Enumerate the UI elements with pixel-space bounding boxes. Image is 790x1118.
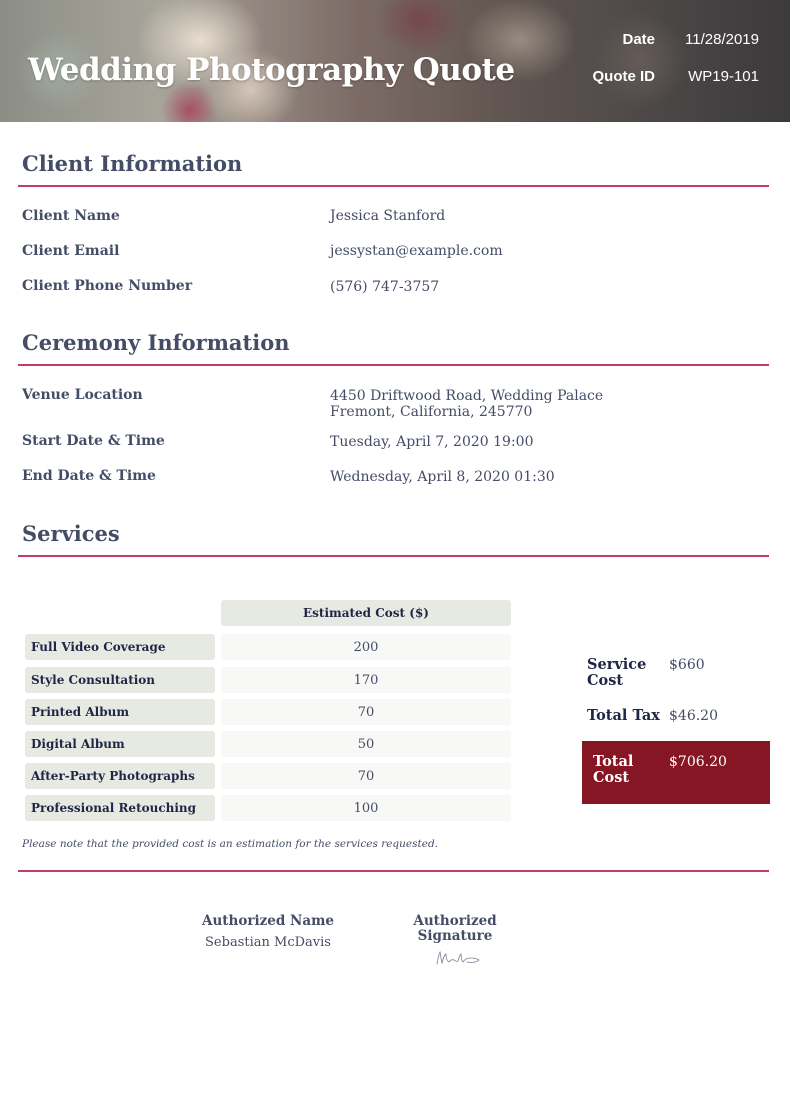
service-row bbox=[25, 634, 511, 660]
client-section-title: Client Information bbox=[22, 151, 243, 176]
total-tax-value: $46.20 bbox=[669, 708, 718, 724]
client-email-value: jessystan@example.com bbox=[330, 243, 503, 259]
service-row bbox=[25, 763, 511, 789]
service-name: Professional Retouching bbox=[25, 795, 215, 821]
total-cost-label bbox=[593, 754, 633, 786]
service-cost: 200 bbox=[221, 634, 511, 660]
venue-line-2: Fremont, California, 245770 bbox=[330, 404, 533, 420]
service-name: Digital Album bbox=[25, 731, 215, 757]
client-phone-value: (576) 747-3757 bbox=[330, 279, 440, 295]
date-value: 11/28/2019 bbox=[685, 31, 759, 48]
total-cost-box bbox=[582, 741, 770, 804]
venue-line-1: 4450 Driftwood Road, Wedding Palace bbox=[330, 388, 604, 404]
service-cost-label-line-2: Cost bbox=[587, 672, 624, 689]
service-row bbox=[25, 699, 511, 725]
client-phone-label: Client Phone Number bbox=[22, 278, 193, 294]
service-row bbox=[25, 795, 511, 821]
authorized-name-label: Authorized Name bbox=[202, 913, 334, 929]
service-cost-label-line-1: Service bbox=[587, 656, 647, 673]
header-banner bbox=[0, 0, 790, 122]
service-row bbox=[25, 667, 511, 693]
service-name: Full Video Coverage bbox=[25, 634, 215, 660]
authorized-signature-label bbox=[400, 914, 510, 944]
end-datetime-label: End Date & Time bbox=[22, 468, 156, 484]
section-divider bbox=[18, 555, 769, 557]
total-cost-value: $706.20 bbox=[669, 754, 727, 770]
venue-value bbox=[330, 388, 603, 420]
footer-divider bbox=[18, 870, 769, 872]
service-cost: 70 bbox=[221, 763, 511, 789]
service-name: Printed Album bbox=[25, 699, 215, 725]
cost-column-header: Estimated Cost ($) bbox=[221, 600, 511, 626]
client-email-label: Client Email bbox=[22, 243, 120, 259]
quote-id-label: Quote ID bbox=[592, 68, 655, 85]
quote-id-row bbox=[530, 68, 790, 90]
section-divider bbox=[18, 185, 769, 187]
date-row bbox=[530, 31, 790, 53]
service-name: After-Party Photographs bbox=[25, 763, 215, 789]
estimate-note: Please note that the provided cost is an estimation for the services requested. bbox=[22, 838, 439, 850]
service-name: Style Consultation bbox=[25, 667, 215, 693]
end-datetime-value: Wednesday, April 8, 2020 01:30 bbox=[330, 469, 555, 485]
service-cost-label bbox=[587, 657, 646, 689]
venue-label: Venue Location bbox=[22, 387, 143, 403]
service-row bbox=[25, 731, 511, 757]
date-label: Date bbox=[622, 31, 655, 48]
signature-image bbox=[434, 948, 482, 968]
signature-label-line-2: Signature bbox=[417, 928, 493, 944]
document-title: Wedding Photography Quote bbox=[28, 52, 515, 88]
service-cost-value: $660 bbox=[669, 657, 705, 673]
signature-label-line-1: Authorized bbox=[413, 913, 497, 929]
client-name-label: Client Name bbox=[22, 208, 120, 224]
total-tax-label: Total Tax bbox=[587, 707, 660, 724]
service-cost: 170 bbox=[221, 667, 511, 693]
section-divider bbox=[18, 364, 769, 366]
client-name-value: Jessica Stanford bbox=[330, 208, 446, 224]
total-cost-label-line-1: Total bbox=[593, 753, 634, 770]
signature-stroke bbox=[437, 952, 479, 964]
services-section-title: Services bbox=[22, 521, 120, 546]
quote-id-value: WP19-101 bbox=[688, 68, 759, 85]
service-cost: 70 bbox=[221, 699, 511, 725]
ceremony-section-title: Ceremony Information bbox=[22, 330, 290, 355]
start-datetime-value: Tuesday, April 7, 2020 19:00 bbox=[330, 434, 534, 450]
authorized-name-value: Sebastian McDavis bbox=[205, 935, 331, 950]
service-cost: 100 bbox=[221, 795, 511, 821]
start-datetime-label: Start Date & Time bbox=[22, 433, 165, 449]
service-cost: 50 bbox=[221, 731, 511, 757]
total-cost-label-line-2: Cost bbox=[593, 769, 630, 786]
